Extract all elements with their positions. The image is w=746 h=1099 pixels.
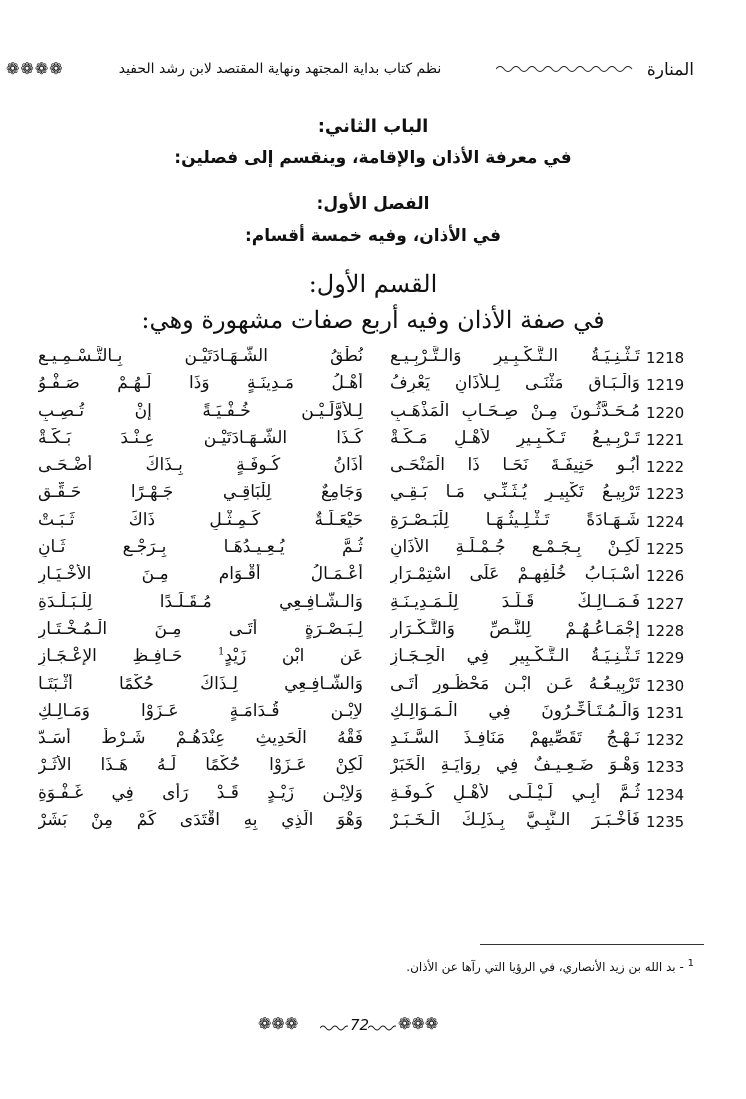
verse-row <box>0 401 746 428</box>
verse-number: 1232 <box>646 731 685 750</box>
verse-row <box>0 428 746 455</box>
verse-second-hemistich <box>38 646 363 666</box>
verse-second-hemistich: وَهْوَ الَّذِي بِهِ اقْتَدَى كَمْ مِنْ بَشَرْ <box>38 810 363 831</box>
verse-first-hemistich: أَبُـو حَنِيفَـةَ نَحَـا ذَا الْمَنْحَـى <box>390 455 640 476</box>
verse-second-hemistich: لَكِنْ عَـزَوْا حُكْمًا لَـهُ هَـذَا الأَثَـرْ <box>38 755 363 776</box>
verse-second-hemistich: أَهْـلُ مَـدِينَـةٍ وَذَا لَـهُـمْ صَـفْـوُ <box>38 373 363 394</box>
verse-number: 1231 <box>646 703 685 722</box>
header-book-title: نظم كتاب بداية المجتهد ونهاية المقتصد لابن رشد الحفيد <box>118 61 442 77</box>
verse-second-hemistich: لاِبْـنِ قُـدَامَـةٍ عَـزَوْا وَمَـالِـكِ <box>38 700 363 721</box>
verse-second-hemistich: لِـبَـصْـرَةٍ أَتَـى مِـنَ الْـمُـخْـتَـارِ <box>38 618 363 639</box>
verse-second-hemistich-start: عَنِ ابْنِ زَيْدٍ <box>224 646 363 667</box>
verse-row <box>0 482 746 509</box>
verse-row <box>0 564 746 591</box>
verse-first-hemistich: شَـهَـادَةً تَـثْـلِـيثُـهَـا لِلْبَـصْـرَةِ <box>390 509 640 530</box>
page-ornament-left-icon: ❁❁❁ <box>258 1014 299 1033</box>
verse-second-hemistich-end: حَـافِـظِ الإِعْـجَـازِ <box>38 646 219 667</box>
verse-first-hemistich: فَـمَــالِـكٌ قَـلَّـدَ لِلْـمَـدِيـنَـةِ <box>390 591 640 612</box>
footnote-separator <box>480 944 704 945</box>
verse-second-hemistich: كَـذَا الشَّـهَـادَتَيْـنِ عِـنْـدَ بَـكَّـةْ <box>38 427 363 448</box>
chapter-heading: الباب الثاني: <box>317 116 429 137</box>
header-section: المنارة <box>646 60 694 80</box>
page-wave-left <box>320 1024 348 1032</box>
verse-number: 1221 <box>646 430 685 449</box>
verse-number: 1235 <box>646 813 685 832</box>
verse-first-hemistich: إِجْمَـاعُـهُـمْ لِلنَّـصِّ وَالتَّـكْـرَارِ <box>390 618 640 639</box>
verse-first-hemistich: فَأَخْـبَـرَ الـنَّبِـيَّ بِـذَلِـكَ الْـخَـبَـرْ <box>390 810 640 831</box>
verse-row <box>0 455 746 482</box>
verse-row <box>0 592 746 619</box>
page-wave-right <box>368 1024 396 1032</box>
verse-row <box>0 810 746 837</box>
footnote-text: - بد الله بن زيد الأنصاري، في الرؤيا التي رآها عن الأذان. <box>406 960 684 974</box>
verse-number: 1226 <box>646 567 685 586</box>
verse-row <box>0 755 746 782</box>
header-wave-divider <box>496 64 634 74</box>
page-number: 72 <box>350 1016 370 1034</box>
verse-first-hemistich: أَسْـبَـابُ خُلْفِهِـمْ عَلَى اسْتِمْـرَارِ <box>390 564 640 585</box>
verse-number: 1234 <box>646 785 685 804</box>
verse-number: 1230 <box>646 676 685 695</box>
verse-second-hemistich: لِـلأَوَّلَـيْـنِ خُـفْـيَـةً إِنْ تُـصِـبِ <box>38 400 363 421</box>
verse-second-hemistich: حَيْعَـلَـةٌ كَـمِـثْـلِ ذَاكَ ثَـبَـتْ <box>38 509 363 530</box>
verse-second-hemistich: فَقْهُ الْحَدِيثِ عِنْدَهُـمْ شَـرْطٌ أَسَـدّ <box>38 728 363 749</box>
running-header <box>0 58 746 88</box>
verse-row <box>0 537 746 564</box>
verse-first-hemistich: لَكِـنْ بِـجَـمْـعِ جُـمْـلَـةِ الأَذَانِ <box>390 537 640 558</box>
page-number-bar <box>0 1014 746 1040</box>
verse-row <box>0 619 746 646</box>
verse-row <box>0 510 746 537</box>
verse-row <box>0 373 746 400</box>
page-ornament-right-icon: ❁❁❁ <box>398 1014 439 1033</box>
verse-row <box>0 783 746 810</box>
verse-first-hemistich: نَـهْـجُ تَقَصِّيهِمْ مَنَافِـذَ السَّـنَـدِ <box>390 728 640 749</box>
verse-number: 1220 <box>646 403 685 422</box>
footnote-reference: 1 <box>218 646 225 658</box>
verse-second-hemistich: ثُـمَّ يُـعِـيـدُهَـا بِـرَجْـعٍ ثَـانِ <box>38 537 363 558</box>
chapter-subject: في معرفة الأذان والإقامة، وينقسم إلى فصلين: <box>174 148 572 168</box>
verse-number: 1227 <box>646 594 685 613</box>
verse-first-hemistich: وَهْـوَ ضَـعِـيـفٌ فِي رِوَايَـةِ الْخَبَرْ <box>390 755 640 776</box>
verse-first-hemistich: تَـرْبِـيـعُ تَـكْـبِـيرٍ لأَهْـلِ مَـكَّـةْ <box>390 427 640 448</box>
verse-row <box>0 674 746 701</box>
verse-number: 1229 <box>646 649 685 668</box>
verse-second-hemistich: وَجَامِعٌ لِلْبَاقِـي جَـهْـرًا حَـقِّـقِ <box>38 482 363 503</box>
verse-second-hemistich: نُطْقُ الشَّـهَـادَتَيْـنِ بِـالتَّـسْـمِـيـعِ <box>38 346 363 366</box>
verse-second-hemistich: وَلاِبْـنِ زَيْـدٍ قَـدْ رَأَى فِي غَـفْـوَةِ <box>38 782 363 803</box>
verse-row <box>0 346 746 373</box>
section-heading: الفصل الأول: <box>316 194 430 214</box>
verse-second-hemistich: وَالـشَّـافِـعِي مُـقَـلِّـدًا لِلْـبَـلْـدَةِ <box>38 591 363 612</box>
verse-second-hemistich: أَعْـمَـالُ أَقْـوَامٍ مِـنَ الأَخْـيَـارِ <box>38 564 363 585</box>
verse-second-hemistich: وَالشَّـافِـعِي لِـذَاكَ حُكْمًا أَثْـبَتَـا <box>38 673 363 694</box>
verse-number: 1219 <box>646 376 685 395</box>
verse-row <box>0 701 746 728</box>
footnote-marker: 1 <box>687 958 694 969</box>
verse-number: 1225 <box>646 540 685 559</box>
verse-first-hemistich: تَـثْـنِـيَـةُ الـتَّـكْـبِـيرِ وَالـتَّـرْبِـيـعِ <box>390 346 640 366</box>
footnote <box>94 958 694 974</box>
verse-first-hemistich: مُـحَـدَّثُـونَ مِـنْ صِـحَـابِ الْمَذْهَـبِ <box>390 400 640 421</box>
verse-number: 1233 <box>646 758 685 777</box>
verse-number: 1218 <box>646 349 685 367</box>
verse-first-hemistich: تَرْبِيـعُ تَكْبِيـرٍ يُـثَـنِّـي مَـا بَـقِـي <box>390 482 640 503</box>
verse-row <box>0 646 746 673</box>
verse-first-hemistich: تَرْبِيـعُـهُ عَـنِ ابْـنِ مَحْظُـورٍ أَتَـى <box>390 673 640 694</box>
verse-second-hemistich: أَذَانُ كُـوفَـةٍ بِـذَاكَ أَضْـحَـى <box>38 455 363 476</box>
part-heading: القسم الأول: <box>308 270 438 298</box>
verse-first-hemistich: تَـثْـنِـيَـةُ الـتَّـكْـبِيرِ فِي الْحِـجَـازِ <box>390 646 640 667</box>
header-ornament-icon: ❁❁❁❁ <box>6 59 64 78</box>
verse-row <box>0 728 746 755</box>
verse-number: 1223 <box>646 485 685 504</box>
verse-number: 1222 <box>646 458 685 477</box>
verse-first-hemistich: وَالْـبَـاقِ مَثْنَـى لِـلأَذَانِ يَعْرِفُ <box>390 373 640 394</box>
poem-verses <box>0 346 746 837</box>
verse-number: 1228 <box>646 621 685 640</box>
verse-first-hemistich: وَالْـمُـتَـأَخِّـرُونَ فِي الْـمَـوَالِـكِ <box>390 700 640 721</box>
verse-number: 1224 <box>646 512 685 531</box>
section-subject: في الأذان، وفيه خمسة أقسام: <box>244 226 502 246</box>
verse-first-hemistich: ثُـمَّ أَبِـي لَـيْـلَـى لأَهْـلِ كُـوفَـةِ <box>390 782 640 803</box>
part-subject: في صفة الأذان وفيه أربع صفات مشهورة وهي: <box>141 306 605 334</box>
